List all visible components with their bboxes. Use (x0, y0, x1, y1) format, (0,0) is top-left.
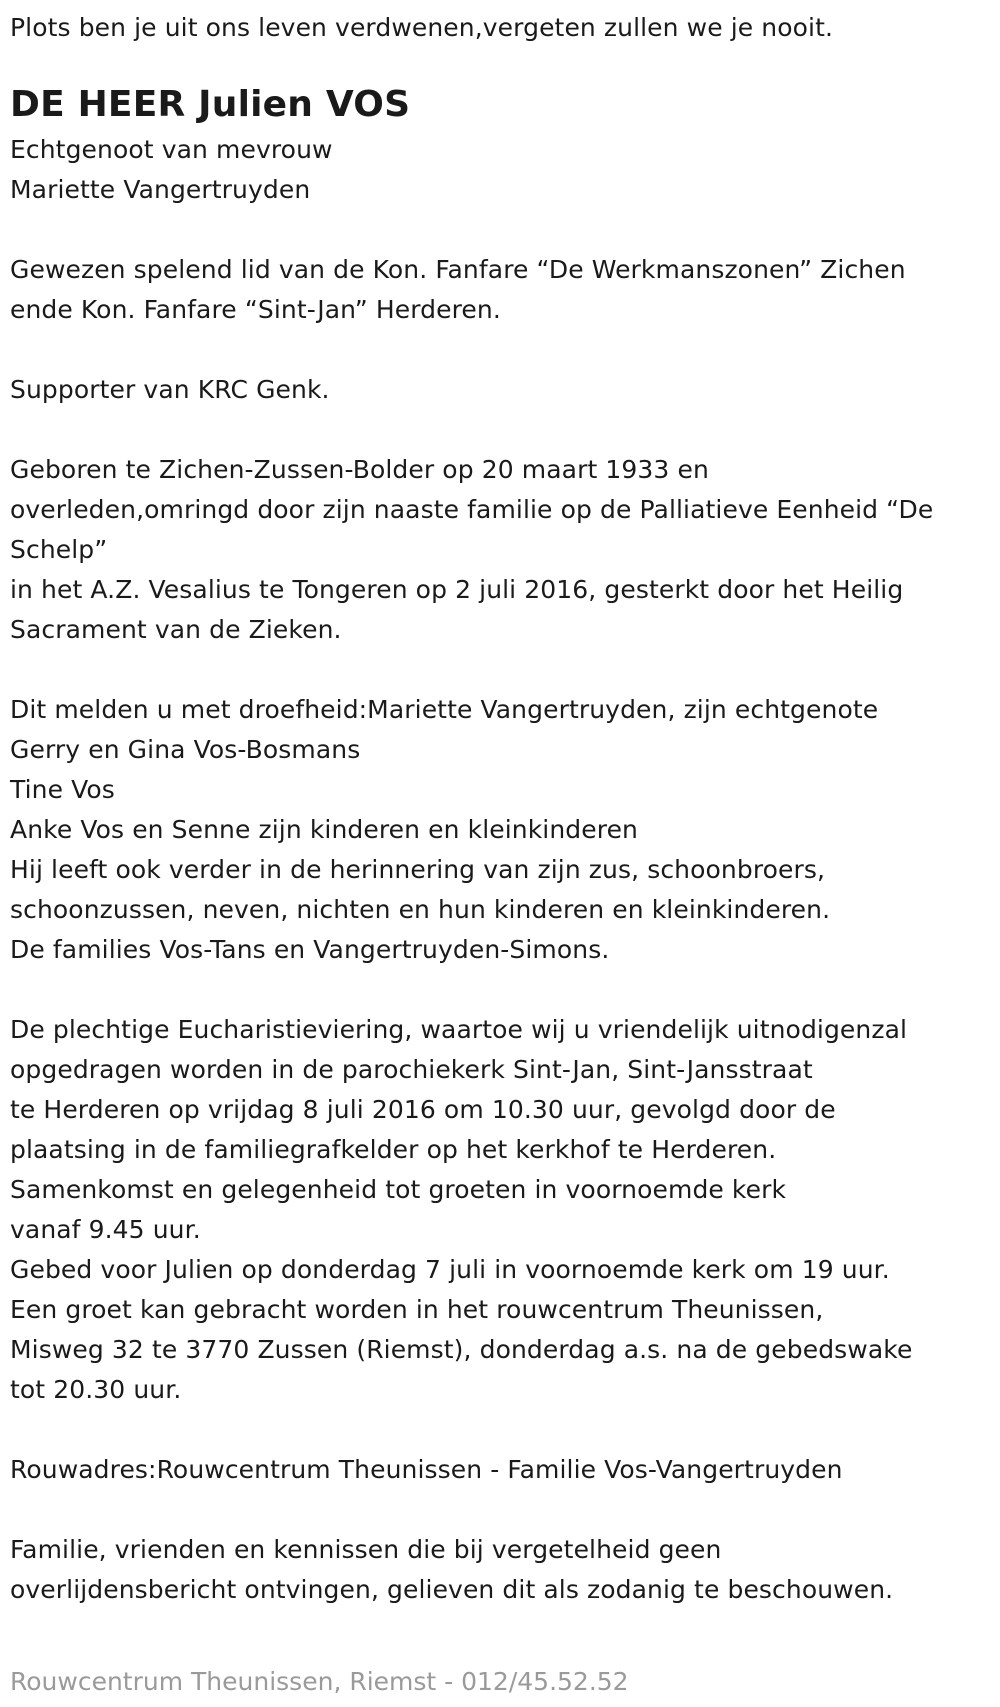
supporter-line: Supporter van KRC Genk. (10, 375, 330, 404)
birth-death-section (10, 450, 990, 650)
membership-line: Gewezen spelend lid van de Kon. Fanfare “De Werkmanszonen” Zichen (10, 255, 906, 284)
ceremony-line: De plechtige Eucharistieviering, waartoe wij u vriendelijk uitnodigenzal (10, 1015, 908, 1044)
family-section (10, 690, 990, 970)
spouse-section (10, 130, 990, 210)
birth-death-line: in het A.Z. Vesalius te Tongeren op 2 juli 2016, gesterkt door het Heilig (10, 575, 904, 604)
ceremony-section (10, 1010, 990, 1410)
ceremony-line: Gebed voor Julien op donderdag 7 juli in voornoemde kerk om 19 uur. (10, 1255, 890, 1284)
notice-line: overlijdensbericht ontvingen, gelieven dit als zodanig te beschouwen. (10, 1575, 894, 1604)
deceased-name: DE HEER Julien VOS (10, 84, 411, 125)
ceremony-line: te Herderen op vrijdag 8 juli 2016 om 10.30 uur, gevolgd door de (10, 1095, 836, 1124)
ceremony-line: opgedragen worden in de parochiekerk Sint-Jan, Sint-Jansstraat (10, 1055, 813, 1084)
birth-death-line: overleden,omringd door zijn naaste familie op de Palliatieve Eenheid “De (10, 495, 934, 524)
ceremony-line: Samenkomst en gelegenheid tot groeten in voornoemde kerk (10, 1175, 787, 1204)
notice-line: Familie, vrienden en kennissen die bij vergetelheid geen (10, 1535, 722, 1564)
ceremony-line: Een groet kan gebracht worden in het rouwcentrum Theunissen, (10, 1295, 824, 1324)
family-line: Tine Vos (10, 775, 115, 804)
notice-section (10, 1530, 990, 1610)
funeral-home-footer: Rouwcentrum Theunissen, Riemst - 012/45.52.52 (10, 1667, 629, 1696)
address-section (10, 1450, 990, 1490)
ceremony-line: Misweg 32 te 3770 Zussen (Riemst), donderdag a.s. na de gebedswake (10, 1335, 913, 1364)
ceremony-line: vanaf 9.45 uur. (10, 1215, 201, 1244)
membership-section (10, 250, 990, 330)
spouse-line: Mariette Vangertruyden (10, 175, 311, 204)
family-line: Gerry en Gina Vos-Bosmans (10, 735, 361, 764)
family-line: Hij leeft ook verder in de herinnering van zijn zus, schoonbroers, (10, 855, 826, 884)
family-line: Dit melden u met droefheid:Mariette Vangertruyden, zijn echtgenote (10, 695, 879, 724)
ceremony-line: tot 20.30 uur. (10, 1375, 182, 1404)
family-line: schoonzussen, neven, nichten en hun kinderen en kleinkinderen. (10, 895, 831, 924)
supporter-section (10, 370, 990, 410)
birth-death-line: Schelp” (10, 535, 108, 564)
birth-death-line: Geboren te Zichen-Zussen-Bolder op 20 maart 1933 en (10, 455, 709, 484)
opening-quote: Plots ben je uit ons leven verdwenen,vergeten zullen we je nooit. (10, 13, 834, 42)
ceremony-line: plaatsing in de familiegrafkelder op het kerkhof te Herderen. (10, 1135, 777, 1164)
birth-death-line: Sacrament van de Zieken. (10, 615, 342, 644)
spouse-line: Echtgenoot van mevrouw (10, 135, 333, 164)
family-line: Anke Vos en Senne zijn kinderen en kleinkinderen (10, 815, 638, 844)
family-line: De families Vos-Tans en Vangertruyden-Simons. (10, 935, 610, 964)
mourning-address: Rouwadres:Rouwcentrum Theunissen - Familie Vos-Vangertruyden (10, 1455, 843, 1484)
membership-line: ende Kon. Fanfare “Sint-Jan” Herderen. (10, 295, 501, 324)
